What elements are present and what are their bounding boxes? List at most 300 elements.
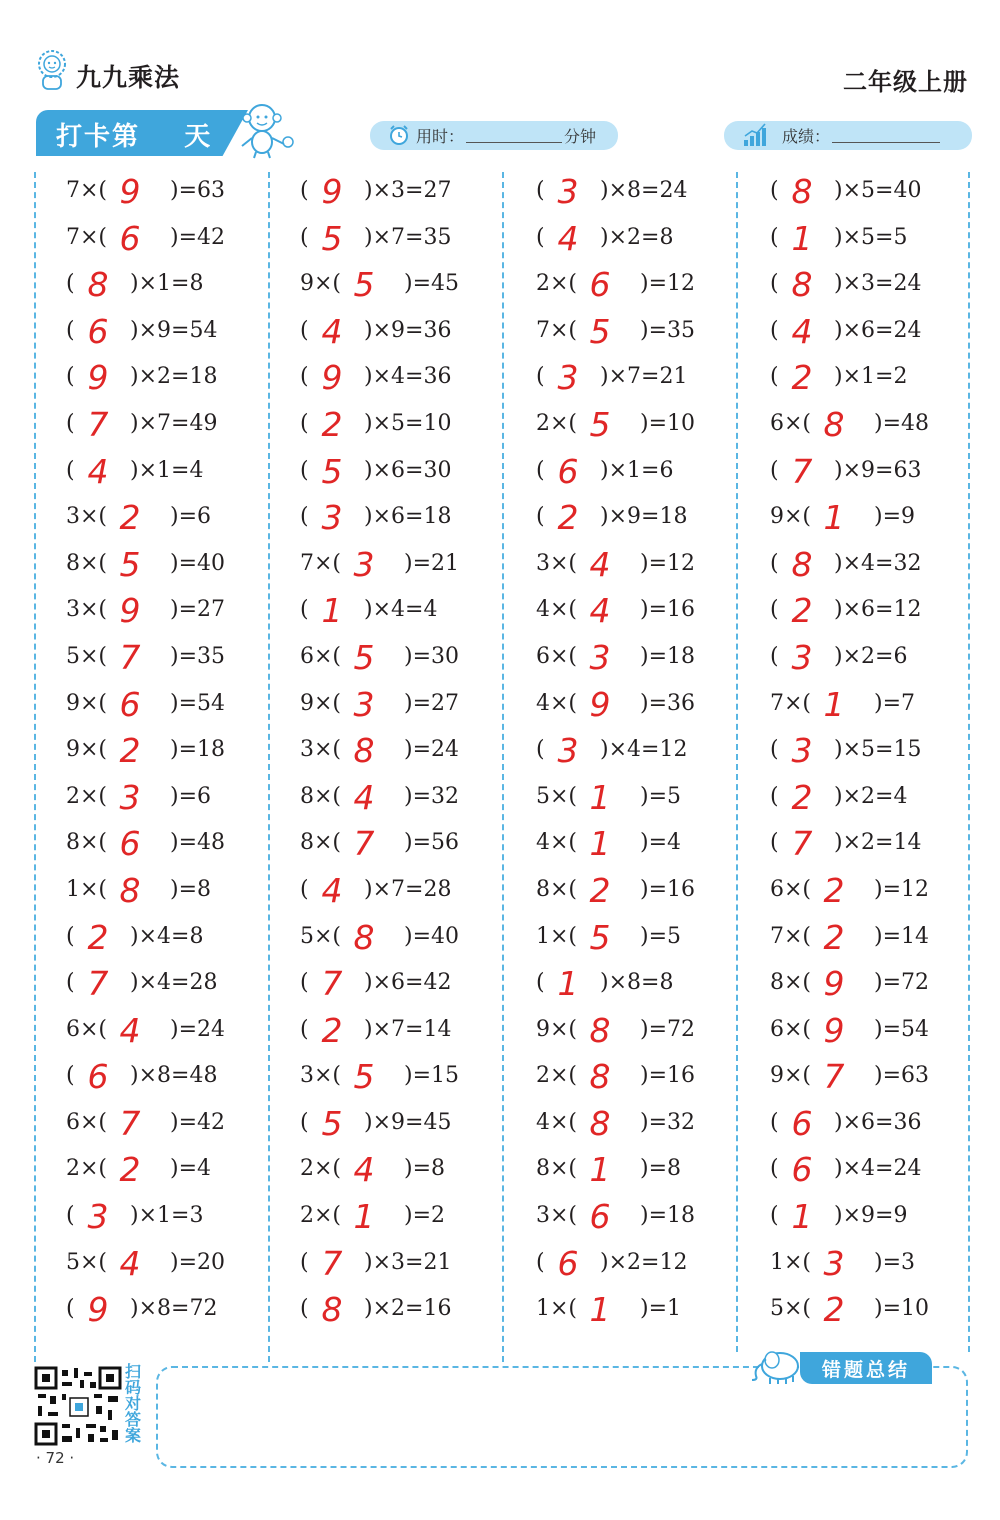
problem-row	[770, 405, 1000, 452]
problem-suffix: )=30	[404, 643, 460, 669]
problem-suffix: )×4=8	[130, 923, 204, 949]
handwritten-answer[interactable]: 3	[557, 358, 579, 398]
handwritten-answer[interactable]: 7	[353, 824, 375, 864]
problem-prefix: (	[300, 597, 309, 623]
problem-row	[536, 1011, 768, 1058]
handwritten-answer[interactable]: 2	[321, 404, 343, 444]
problem-suffix: )×5=15	[834, 737, 922, 763]
problem-prefix: (	[536, 737, 545, 763]
handwritten-answer[interactable]: 3	[557, 172, 579, 211]
problem-prefix: (	[66, 1296, 75, 1322]
handwritten-answer[interactable]: 1	[557, 964, 579, 1004]
handwritten-answer[interactable]: 8	[791, 544, 813, 584]
problem-suffix: )=6	[170, 504, 212, 530]
problem-prefix: 2×(	[300, 1156, 342, 1182]
problem-prefix: 8×(	[300, 830, 342, 856]
handwritten-answer[interactable]: 3	[119, 777, 141, 817]
problem-suffix: )=12	[874, 876, 930, 902]
handwritten-answer[interactable]: 2	[791, 591, 813, 631]
handwritten-answer[interactable]: 6	[119, 684, 141, 724]
handwritten-answer[interactable]: 1	[791, 1197, 813, 1237]
handwritten-answer[interactable]: 5	[353, 637, 375, 677]
problem-suffix: )×7=21	[600, 364, 688, 390]
handwritten-answer[interactable]: 4	[589, 544, 611, 584]
handwritten-answer[interactable]: 2	[823, 870, 845, 910]
handwritten-answer[interactable]: 8	[791, 265, 813, 305]
problem-suffix: )=42	[170, 224, 226, 250]
problem-prefix: 4×(	[536, 597, 578, 623]
handwritten-answer[interactable]: 5	[353, 265, 375, 305]
problem-suffix: )=32	[640, 1109, 696, 1135]
handwritten-answer[interactable]: 3	[321, 498, 343, 538]
problem-prefix: (	[300, 178, 309, 203]
problem-prefix: (	[300, 224, 309, 250]
handwritten-answer[interactable]: 9	[321, 358, 343, 398]
problem-suffix: )×5=10	[364, 410, 452, 436]
problem-suffix: )=16	[640, 597, 696, 623]
handwritten-answer[interactable]: 9	[823, 964, 845, 1004]
problem-row	[300, 452, 532, 499]
problem-suffix: )=72	[640, 1016, 696, 1042]
problem-prefix: 9×(	[770, 504, 812, 530]
page-number: · 72 ·	[36, 1449, 75, 1467]
problem-suffix: )×8=8	[600, 970, 674, 996]
handwritten-answer[interactable]: 5	[589, 404, 611, 444]
problem-prefix: 3×(	[66, 597, 108, 623]
handwritten-answer[interactable]: 5	[589, 917, 611, 957]
handwritten-answer[interactable]: 5	[589, 311, 611, 351]
problem-row	[770, 824, 1000, 871]
problem-prefix: 3×(	[300, 737, 342, 763]
handwritten-answer[interactable]: 7	[823, 1057, 845, 1097]
problem-prefix: (	[770, 178, 779, 203]
problem-suffix: )=27	[404, 690, 460, 716]
handwritten-answer[interactable]: 3	[557, 731, 579, 771]
problem-suffix: )=48	[170, 830, 226, 856]
handwritten-answer[interactable]: 8	[353, 731, 375, 771]
problem-prefix: (	[66, 1203, 75, 1229]
problem-row	[300, 1104, 532, 1151]
problem-prefix: (	[536, 970, 545, 996]
problem-prefix: (	[770, 643, 779, 669]
handwritten-answer[interactable]: 7	[119, 637, 141, 677]
problem-prefix: 2×(	[66, 1156, 108, 1182]
handwritten-answer[interactable]: 8	[589, 1103, 611, 1143]
problem-row	[66, 1011, 298, 1058]
clock-icon	[388, 124, 410, 146]
problem-prefix: 2×(	[300, 1203, 342, 1229]
handwritten-answer[interactable]: 7	[119, 1103, 141, 1143]
problem-suffix: )=10	[874, 1296, 930, 1322]
problem-row	[536, 638, 768, 685]
column-divider	[34, 172, 36, 1362]
problem-suffix: )=5	[640, 783, 682, 809]
problem-row	[770, 1057, 1000, 1104]
problem-suffix: )×7=49	[130, 410, 218, 436]
handwritten-answer[interactable]: 4	[119, 1010, 141, 1050]
problem-suffix: )=56	[404, 830, 460, 856]
problem-prefix: 8×(	[66, 830, 108, 856]
handwritten-answer[interactable]: 2	[589, 870, 611, 910]
problem-prefix: (	[66, 970, 75, 996]
handwritten-answer[interactable]: 1	[589, 777, 611, 817]
problem-suffix: )=12	[640, 271, 696, 297]
problem-row	[770, 498, 1000, 545]
handwritten-answer[interactable]: 7	[87, 404, 109, 444]
problem-suffix: )×3=21	[364, 1249, 452, 1275]
problem-prefix: 7×(	[770, 923, 812, 949]
handwritten-answer[interactable]: 8	[823, 404, 845, 444]
problem-row	[536, 1244, 768, 1291]
problem-column-1	[66, 172, 298, 1337]
problem-row	[770, 1290, 1000, 1337]
problem-row	[66, 871, 298, 918]
handwritten-answer[interactable]: 1	[589, 1150, 611, 1190]
handwritten-answer[interactable]: 5	[321, 1103, 343, 1143]
handwritten-answer[interactable]: 3	[791, 731, 813, 771]
problem-row	[66, 1150, 298, 1197]
problem-row	[770, 1197, 1000, 1244]
handwritten-answer[interactable]: 2	[823, 1290, 845, 1330]
problem-prefix: 6×(	[536, 643, 578, 669]
problem-prefix: 2×(	[536, 271, 578, 297]
problem-suffix: )×9=9	[834, 1203, 908, 1229]
handwritten-answer[interactable]: 1	[589, 824, 611, 864]
problem-suffix: )×1=2	[834, 364, 908, 390]
handwritten-answer[interactable]: 8	[589, 1057, 611, 1097]
problem-prefix: (	[300, 1249, 309, 1275]
handwritten-answer[interactable]: 7	[87, 964, 109, 1004]
grade-label: 二年级上册	[843, 68, 968, 96]
handwritten-answer[interactable]: 6	[589, 1197, 611, 1237]
handwritten-answer[interactable]: 3	[791, 637, 813, 677]
handwritten-answer[interactable]: 2	[823, 917, 845, 957]
handwritten-answer[interactable]: 6	[557, 451, 579, 491]
handwritten-answer[interactable]: 3	[353, 544, 375, 584]
handwritten-answer[interactable]: 9	[589, 684, 611, 724]
handwritten-answer[interactable]: 6	[791, 1103, 813, 1143]
handwritten-answer[interactable]: 8	[321, 1290, 343, 1330]
problem-suffix: )=16	[640, 1063, 696, 1089]
problem-row	[770, 778, 1000, 825]
problem-row	[536, 964, 768, 1011]
problem-row	[770, 265, 1000, 312]
problem-prefix: 7×(	[300, 550, 342, 576]
time-blank[interactable]	[466, 128, 562, 143]
problem-prefix: (	[300, 970, 309, 996]
problem-prefix: 5×(	[66, 1249, 108, 1275]
problem-prefix: (	[300, 457, 309, 483]
problem-suffix: )=14	[874, 923, 930, 949]
problem-suffix: )×8=48	[130, 1063, 218, 1089]
handwritten-answer[interactable]: 7	[321, 1243, 343, 1283]
problem-row	[66, 358, 298, 405]
problem-prefix: 7×(	[66, 224, 108, 250]
problem-row	[300, 964, 532, 1011]
problem-suffix: )=20	[170, 1249, 226, 1275]
problem-suffix: )=4	[170, 1156, 212, 1182]
problem-suffix: )×4=32	[834, 550, 922, 576]
problem-prefix: 3×(	[66, 504, 108, 530]
problem-suffix: )×9=36	[364, 317, 452, 343]
handwritten-answer[interactable]: 6	[557, 1243, 579, 1283]
problem-row	[66, 638, 298, 685]
problem-prefix: (	[536, 504, 545, 530]
handwritten-answer[interactable]: 1	[321, 591, 343, 631]
problem-row	[770, 871, 1000, 918]
handwritten-answer[interactable]: 1	[791, 218, 813, 258]
problem-prefix: (	[300, 1016, 309, 1042]
handwritten-answer[interactable]: 4	[353, 1150, 375, 1190]
handwritten-answer[interactable]: 3	[87, 1197, 109, 1237]
problem-prefix: (	[536, 364, 545, 390]
problem-suffix: )=35	[640, 317, 696, 343]
problem-suffix: )=24	[170, 1016, 226, 1042]
mistake-summary-title: 错题总结	[800, 1352, 932, 1384]
problem-suffix: )=10	[640, 410, 696, 436]
problem-row	[536, 824, 768, 871]
handwritten-answer[interactable]: 5	[353, 1057, 375, 1097]
problem-prefix: 9×(	[300, 690, 342, 716]
handwritten-answer[interactable]: 8	[791, 172, 813, 211]
problem-row	[300, 405, 532, 452]
handwritten-answer[interactable]: 5	[321, 451, 343, 491]
problem-row	[300, 824, 532, 871]
handwritten-answer[interactable]: 2	[321, 1010, 343, 1050]
handwritten-answer[interactable]: 2	[791, 358, 813, 398]
problem-suffix: )×6=18	[364, 504, 452, 530]
score-label: 成绩：	[782, 127, 831, 146]
problem-prefix: (	[770, 550, 779, 576]
problem-prefix: 6×(	[300, 643, 342, 669]
problem-row	[770, 731, 1000, 778]
problem-row	[66, 1197, 298, 1244]
problem-prefix: 2×(	[536, 1063, 578, 1089]
problem-row	[300, 1011, 532, 1058]
handwritten-answer[interactable]: 2	[119, 731, 141, 771]
problem-suffix: )×1=3	[130, 1203, 204, 1229]
problem-prefix: 8×(	[770, 970, 812, 996]
handwritten-answer[interactable]: 3	[589, 637, 611, 677]
problem-suffix: )=24	[404, 737, 460, 763]
handwritten-answer[interactable]: 3	[823, 1243, 845, 1283]
problem-prefix: 5×(	[66, 643, 108, 669]
problem-prefix: (	[66, 364, 75, 390]
problem-suffix: )=21	[404, 550, 460, 576]
handwritten-answer[interactable]: 4	[791, 311, 813, 351]
problem-row	[770, 591, 1000, 638]
handwritten-answer[interactable]: 1	[353, 1197, 375, 1237]
checkin-banner-text: 打卡第 天	[56, 122, 213, 152]
handwritten-answer[interactable]: 4	[321, 870, 343, 910]
problem-suffix: )=4	[640, 830, 682, 856]
problem-prefix: (	[770, 597, 779, 623]
problem-row	[300, 545, 532, 592]
handwritten-answer[interactable]: 6	[87, 311, 109, 351]
handwritten-answer[interactable]: 8	[353, 917, 375, 957]
qr-code-icon[interactable]	[34, 1366, 122, 1446]
handwritten-answer[interactable]: 8	[119, 870, 141, 910]
problem-suffix: )=1	[640, 1296, 682, 1322]
problem-row	[770, 219, 1000, 266]
handwritten-answer[interactable]: 9	[87, 1290, 109, 1330]
handwritten-answer[interactable]: 1	[589, 1290, 611, 1330]
handwritten-answer[interactable]: 1	[823, 498, 845, 538]
problem-suffix: )×2=8	[600, 224, 674, 250]
problem-prefix: 6×(	[770, 1016, 812, 1042]
handwritten-answer[interactable]: 5	[321, 218, 343, 258]
problem-suffix: )×4=28	[130, 970, 218, 996]
problem-row	[770, 1244, 1000, 1291]
problem-prefix: 1×(	[536, 1296, 578, 1322]
problem-suffix: )=45	[404, 271, 460, 297]
handwritten-answer[interactable]: 2	[87, 917, 109, 957]
problem-suffix: )×6=42	[364, 970, 452, 996]
problem-suffix: )×7=14	[364, 1016, 452, 1042]
problem-row	[66, 498, 298, 545]
handwritten-answer[interactable]: 9	[119, 591, 141, 631]
problem-prefix: (	[770, 271, 779, 297]
problem-suffix: )=18	[640, 1203, 696, 1229]
problem-prefix: 1×(	[66, 876, 108, 902]
handwritten-answer[interactable]: 4	[87, 451, 109, 491]
problem-prefix: (	[66, 457, 75, 483]
handwritten-answer[interactable]: 7	[791, 451, 813, 491]
problem-prefix: 4×(	[536, 1109, 578, 1135]
problem-prefix: (	[300, 1296, 309, 1322]
problem-row	[536, 685, 768, 732]
handwritten-answer[interactable]: 8	[87, 265, 109, 305]
handwritten-answer[interactable]: 5	[119, 544, 141, 584]
problem-prefix: 8×(	[536, 1156, 578, 1182]
problem-prefix: 6×(	[770, 876, 812, 902]
problem-suffix: )=40	[404, 923, 460, 949]
handwritten-answer[interactable]: 2	[791, 777, 813, 817]
problem-suffix: )×2=18	[130, 364, 218, 390]
problem-row	[300, 172, 532, 219]
problem-row	[300, 638, 532, 685]
problem-row	[66, 1104, 298, 1151]
handwritten-answer[interactable]: 2	[557, 498, 579, 538]
problem-suffix: )=8	[640, 1156, 682, 1182]
problem-row	[770, 452, 1000, 499]
problem-prefix: 3×(	[300, 1063, 342, 1089]
handwritten-answer[interactable]: 4	[557, 218, 579, 258]
handwritten-answer[interactable]: 8	[589, 1010, 611, 1050]
problem-suffix: )×8=24	[600, 178, 688, 203]
problem-row	[66, 265, 298, 312]
scan-for-answers-label: 扫码对答案	[125, 1362, 142, 1445]
problem-suffix: )=32	[404, 783, 460, 809]
problem-row	[300, 312, 532, 359]
problem-row	[770, 312, 1000, 359]
problem-row	[536, 219, 768, 266]
problem-row	[66, 405, 298, 452]
time-label: 用时：	[416, 127, 465, 146]
handwritten-answer[interactable]: 4	[589, 591, 611, 631]
problem-prefix: 8×(	[66, 550, 108, 576]
problem-prefix: (	[536, 1249, 545, 1275]
problem-prefix: 8×(	[300, 783, 342, 809]
problem-prefix: 2×(	[536, 410, 578, 436]
problem-row	[300, 1150, 532, 1197]
handwritten-answer[interactable]: 9	[87, 358, 109, 398]
problem-suffix: )×1=6	[600, 457, 674, 483]
problem-row	[300, 871, 532, 918]
problem-prefix: 9×(	[66, 690, 108, 716]
problem-row	[66, 1057, 298, 1104]
problem-prefix: (	[536, 224, 545, 250]
problem-suffix: )×2=6	[834, 643, 908, 669]
problem-prefix: (	[66, 923, 75, 949]
handwritten-answer[interactable]: 6	[119, 218, 141, 258]
problem-prefix: (	[770, 457, 779, 483]
handwritten-answer[interactable]: 6	[791, 1150, 813, 1190]
handwritten-answer[interactable]: 2	[119, 498, 141, 538]
handwritten-answer[interactable]: 7	[321, 964, 343, 1004]
problem-suffix: )×2=4	[834, 783, 908, 809]
problem-prefix: 3×(	[536, 550, 578, 576]
problem-row	[770, 545, 1000, 592]
handwritten-answer[interactable]: 9	[321, 172, 343, 211]
score-blank[interactable]	[832, 128, 940, 143]
problem-suffix: )×4=36	[364, 364, 452, 390]
handwritten-answer[interactable]: 7	[791, 824, 813, 864]
handwritten-answer[interactable]: 9	[119, 172, 141, 211]
problem-row	[300, 778, 532, 825]
handwritten-answer[interactable]: 3	[353, 684, 375, 724]
problem-suffix: )=18	[640, 643, 696, 669]
problem-prefix: (	[770, 783, 779, 809]
problem-prefix: (	[770, 317, 779, 343]
handwritten-answer[interactable]: 4	[353, 777, 375, 817]
problem-suffix: )×9=45	[364, 1109, 452, 1135]
problem-suffix: )×6=30	[364, 457, 452, 483]
handwritten-answer[interactable]: 4	[119, 1243, 141, 1283]
problem-row	[536, 1150, 768, 1197]
handwritten-answer[interactable]: 6	[87, 1057, 109, 1097]
problem-row	[770, 358, 1000, 405]
problem-prefix: (	[300, 410, 309, 436]
handwritten-answer[interactable]: 2	[119, 1150, 141, 1190]
problem-row	[300, 1244, 532, 1291]
problem-row	[300, 1057, 532, 1104]
problem-prefix: (	[66, 317, 75, 343]
problem-suffix: )=5	[640, 923, 682, 949]
problem-prefix: 7×(	[536, 317, 578, 343]
problem-suffix: )×9=54	[130, 317, 218, 343]
problem-suffix: )=42	[170, 1109, 226, 1135]
problem-row	[770, 1150, 1000, 1197]
problem-row	[66, 778, 298, 825]
handwritten-answer[interactable]: 4	[321, 311, 343, 351]
problem-row	[300, 918, 532, 965]
elephant-icon	[748, 1344, 804, 1386]
problem-row	[536, 918, 768, 965]
problem-row	[300, 1290, 532, 1337]
problem-suffix: )=48	[874, 410, 930, 436]
problem-suffix: )=9	[874, 504, 916, 530]
handwritten-answer[interactable]: 9	[823, 1010, 845, 1050]
problem-row	[300, 1197, 532, 1244]
problem-suffix: )×6=12	[834, 597, 922, 623]
problem-row	[536, 1057, 768, 1104]
handwritten-answer[interactable]: 6	[589, 265, 611, 305]
problem-prefix: (	[300, 317, 309, 343]
handwritten-answer[interactable]: 1	[823, 684, 845, 724]
handwritten-answer[interactable]: 6	[119, 824, 141, 864]
problem-prefix: (	[300, 504, 309, 530]
